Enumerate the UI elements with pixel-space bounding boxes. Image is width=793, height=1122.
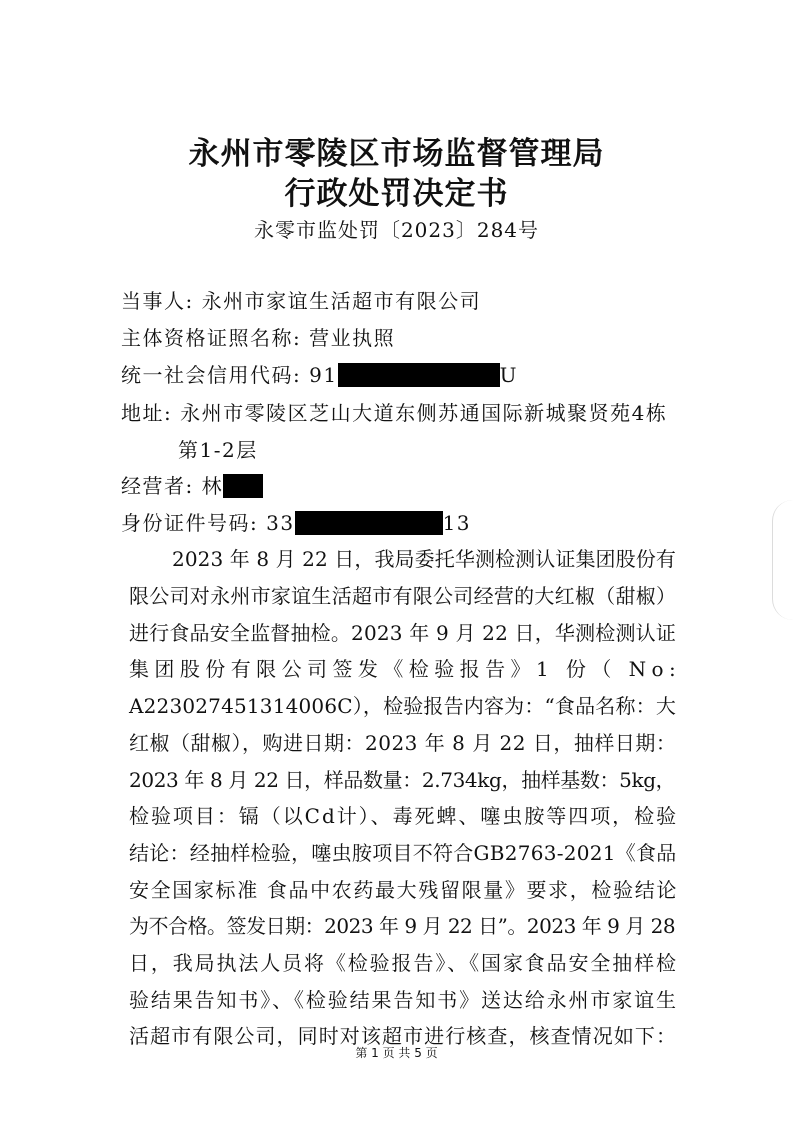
- body-line: 2023 年 8 月 22 日，样品数量：2.734kg，抽样基数：5kg，: [129, 768, 676, 792]
- credit-code-prefix: 91: [309, 363, 338, 387]
- body-line: 日，我局执法人员将《检验报告》、《国家食品安全抽样检: [129, 951, 678, 975]
- party-name: 永州市家谊生活超市有限公司: [201, 289, 482, 313]
- authority-title: 永州市零陵区市场监督管理局: [188, 136, 605, 172]
- id-number-row: [121, 507, 471, 536]
- body-line: 进行食品安全监督抽检。2023 年 9 月 22 日，华测检测认证: [129, 621, 677, 645]
- party-name-label: 当事人:: [121, 289, 194, 313]
- credit-code-suffix: U: [499, 363, 518, 387]
- license-row: [121, 322, 395, 351]
- id-number-prefix: 33: [266, 511, 295, 535]
- operator-row: [121, 470, 263, 499]
- credit-code-row: [121, 359, 518, 388]
- operator-label: 经营者:: [121, 474, 194, 498]
- redaction-block: [338, 363, 500, 387]
- party-name-row: [121, 285, 481, 314]
- body-line: 安全国家标准 食品中农药最大残留限量》要求，检验结论: [129, 878, 678, 902]
- license-label: 主体资格证照名称:: [121, 326, 302, 350]
- body-line: 检验项目：镉（以Cd计）、毒死蜱、噻虫胺等四项，检验: [129, 804, 679, 828]
- license-value: 营业执照: [309, 326, 396, 350]
- redaction-block: [295, 511, 443, 535]
- seal-edge-mark: [772, 500, 793, 620]
- address-line-1: 永州市零陵区芝山大道东侧苏通国际新城聚贤苑4栋: [180, 401, 668, 425]
- body-line: 限公司对永州市家谊生活超市有限公司经营的大红椒（甜椒）: [129, 584, 677, 608]
- address-label: 地址:: [121, 401, 173, 425]
- id-number-suffix: 13: [442, 511, 472, 535]
- redaction-block: [223, 474, 263, 498]
- document-number: 永零市监处罚〔2023〕284号: [253, 218, 540, 242]
- body-line: A223027451314006C），检验报告内容为：“食品名称：大: [129, 694, 677, 718]
- body-line: 活超市有限公司，同时对该超市进行核查，核查情况如下：: [129, 1024, 678, 1048]
- body-line: 结论：经抽样检验，噻虫胺项目不符合GB2763-2021《食品: [129, 841, 677, 865]
- page-footer: 第 1 页 共 5 页: [355, 1046, 438, 1060]
- credit-code-label: 统一社会信用代码:: [121, 363, 302, 387]
- address-line-2: 第1-2层: [178, 438, 258, 462]
- id-number-label: 身份证件号码:: [121, 511, 259, 535]
- body-line: 验结果告知书》、《检验结果告知书》送达给永州市家谊生: [129, 988, 678, 1012]
- body-line: 集团股份有限公司签发《检验报告》1 份（ No:: [129, 657, 682, 681]
- body-line: 红椒（甜椒），购进日期：2023 年 8 月 22 日，抽样日期：: [129, 731, 677, 755]
- body-line: 为不合格。签发日期：2023 年 9 月 22 日”。2023 年 9 月 28: [129, 914, 676, 938]
- body-line: 2023 年 8 月 22 日，我局委托华测检测认证集团股份有: [172, 547, 676, 571]
- document-type-title: 行政处罚决定书: [284, 176, 509, 212]
- address-row: [121, 397, 667, 426]
- operator-name: 林: [201, 474, 224, 498]
